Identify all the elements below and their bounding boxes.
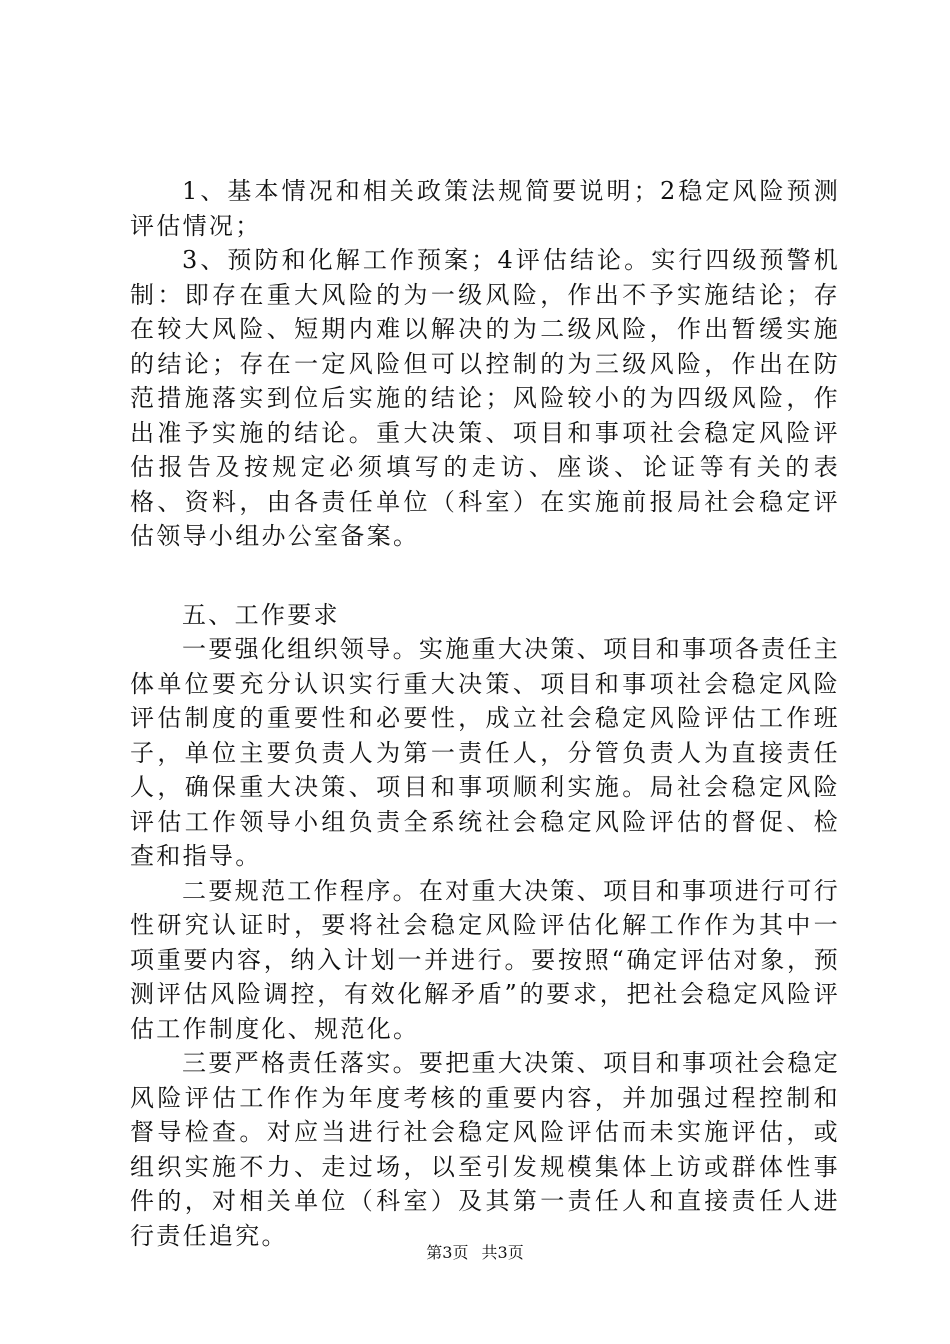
paragraph-prevention-plan: 3、预防和化解工作预案；4评估结论。实行四级预警机制：即存在重大风险的为一级风险，作出不予实施结论；存在较大风险、短期内难以解决的为二级风险，作出暂缓实施的结论；存在一定风险但可以控制的为三级风险，作出在防范措施落实到位后实施的结论；风险较小的为四级风险，作出准予实施的结论。重大决策、项目和事项社会稳定风险评估报告及按规定必须填写的走访、座谈、论证等有关的表格、资料，由各责任单位（科室）在实施前报局社会稳定评估领导小组办公室备案。 — [130, 246, 840, 550]
page-footer — [0, 1240, 950, 1263]
page-total: 共3页 — [481, 1243, 524, 1262]
paragraph-spacer — [130, 554, 840, 598]
paragraph-basic-info: 1、基本情况和相关政策法规简要说明；2稳定风险预测评估情况； — [130, 177, 840, 240]
page-number: 第3页 — [426, 1243, 469, 1262]
document-body — [130, 174, 840, 1253]
paragraph-responsibility: 三要严格责任落实。要把重大决策、项目和事项社会稳定风险评估工作作为年度考核的重要内容，并加强过程控制和督导检查。对应当进行社会稳定风险评估而未实施评估，或组织实施不力、走过场，以至引发规模集体上访或群体性事件的，对相关单位（科室）及其第一责任人和直接责任人进行责任追究。 — [130, 1049, 840, 1250]
paragraph-work-procedure: 二要规范工作程序。在对重大决策、项目和事项进行可行性研究认证时，要将社会稳定风险评估化解工作作为其中一项重要内容，纳入计划一并进行。要按照“确定评估对象，预测评估风险调控，有效化解矛盾”的要求，把社会稳定风险评估工作制度化、规范化。 — [130, 876, 840, 1043]
paragraph-organization-leadership: 一要强化组织领导。实施重大决策、项目和事项各责任主体单位要充分认识实行重大决策、项目和事项社会稳定风险评估制度的重要性和必要性，成立社会稳定风险评估工作班子，单位主要负责人为第一责任人，分管负责人为直接责任人，确保重大决策、项目和事项顺利实施。局社会稳定风险评估工作领导小组负责全系统社会稳定风险评估的督促、检查和指导。 — [130, 635, 840, 870]
section-heading-work-requirements: 五、工作要求 — [182, 600, 340, 629]
